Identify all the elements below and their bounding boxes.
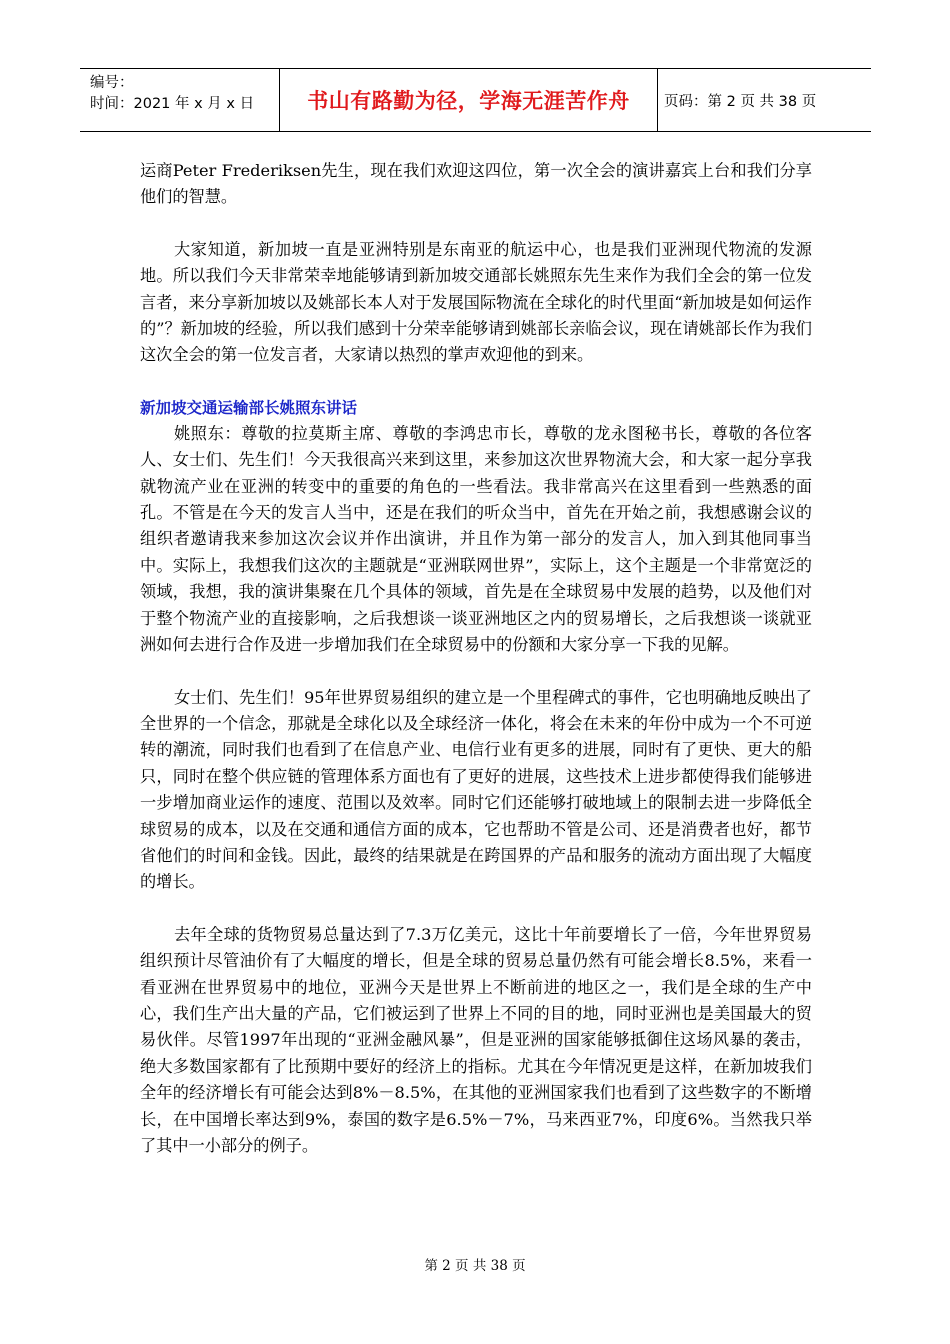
document-date-label: 时间：2021 年 x 月 x 日 — [90, 96, 255, 112]
paragraph: 大家知道，新加坡一直是亚洲特别是东南亚的航运中心，也是我们亚洲现代物流的发源地。所以我们今天非常荣幸地能够请到新加坡交通部长姚照东先生来作为我们全会的第一位发言者，来分享新加坡以及姚部长本人对于发展国际物流在全球化的时代里面“新加坡是如何运作的”？新加坡的经验，所以我们感到十分荣幸能够请到姚部长亲临会议，现在请姚部长作为我们这次全会的第一位发言者，大家请以热烈的掌声欢迎他的到来。 — [140, 239, 812, 365]
paragraph: 姚照东：尊敬的拉莫斯主席、尊敬的李鸿忠市长，尊敬的龙永图秘书长，尊敬的各位客人、女士们、先生们！今天我很高兴来到这里，来参加这次世界物流大会，和大家一起分享我就物流产业在亚洲的转变中的重要的角色的一些看法。我非常高兴在这里看到一些熟悉的面孔。不管是在今天的发言人当中，还是在我们的听众当中，首先在开始之前，我想感谢会议的组织者邀请我来参加这次会议并作出演讲，并且作为第一部分的发言人，加入到其他同事当中。实际上，我想我们这次的主题就是“亚洲联网世界”，实际上，这个主题是一个非常宽泛的领域，我想，我的演讲集聚在几个具体的领域，首先是在全球贸易中发展的趋势，以及他们对于整个物流产业的直接影响，之后我想谈一谈亚洲地区之内的贸易增长，之后我想谈一谈就亚洲如何去进行合作及进一步增加我们在全球贸易中的份额和大家分享一下我的见解。 — [140, 423, 812, 655]
paragraph: 女士们、先生们！95年世界贸易组织的建立是一个里程碑式的事件，它也明确地反映出了全世界的一个信念，那就是全球化以及全球经济一体化，将会在未来的年份中成为一个不可逆转的潮流，同时我们也看到了在信息产业、电信行业有更多的进展，同时有了更快、更大的船只，同时在整个供应链的管理体系方面也有了更好的进展，这些技术上进步都使得我们能够进一步增加商业运作的速度、范围以及效率。同时它们还能够打破地域上的限制去进一步降低全球贸易的成本，以及在交通和通信方面的成本，它也帮助不管是公司、还是消费者也好，都节省他们的时间和金钱。因此，最终的结果就是在跨国界的产品和服务的流动方面出现了大幅度的增长。 — [140, 687, 812, 892]
page-footer: 第 2 页 共 38 页 — [424, 1258, 526, 1274]
header-motto: 书山有路勤为径，学海无涯苦作舟 — [280, 69, 658, 131]
document-number-label: 编号： — [90, 75, 134, 91]
paragraph: 去年全球的货物贸易总量达到了7.3万亿美元，这比十年前要增长了一倍，今年世界贸易组织预计尽管油价有了大幅度的增长，但是全球的贸易总量仍然有可能会增长8.5%，来看一看亚洲在世界贸易中的地位，亚洲今天是世界上不断前进的地区之一，我们是全球的生产中心，我们生产出大量的产品，它们被运到了世界上不同的目的地，同时亚洲也是美国最大的贸易伙伴。尽管1997年出现的“亚洲金融风暴”，但是亚洲的国家能够抵御住这场风暴的袭击，绝大多数国家都有了比预期中要好的经济上的指标。尤其在今年情况更是这样，在新加坡我们全年的经济增长有可能会达到8%－8.5%，在其他的亚洲国家我们也看到了这些数字的不断增长，在中国增长率达到9%，泰国的数字是6.5%－7%，马来西亚7%，印度6%。当然我只举了其中一小部分的例子。 — [140, 924, 812, 1155]
page-header — [80, 68, 871, 132]
section-heading: 新加坡交通运输部长姚照东讲话 — [140, 398, 358, 417]
document-body — [140, 158, 812, 1159]
paragraph: 运商Peter Frederiksen先生，现在我们欢迎这四位，第一次全会的演讲嘉宾上台和我们分享他们的智慧。 — [140, 161, 812, 207]
header-page-number: 页码：第 2 页 共 38 页 — [664, 93, 817, 110]
header-meta — [80, 69, 280, 131]
